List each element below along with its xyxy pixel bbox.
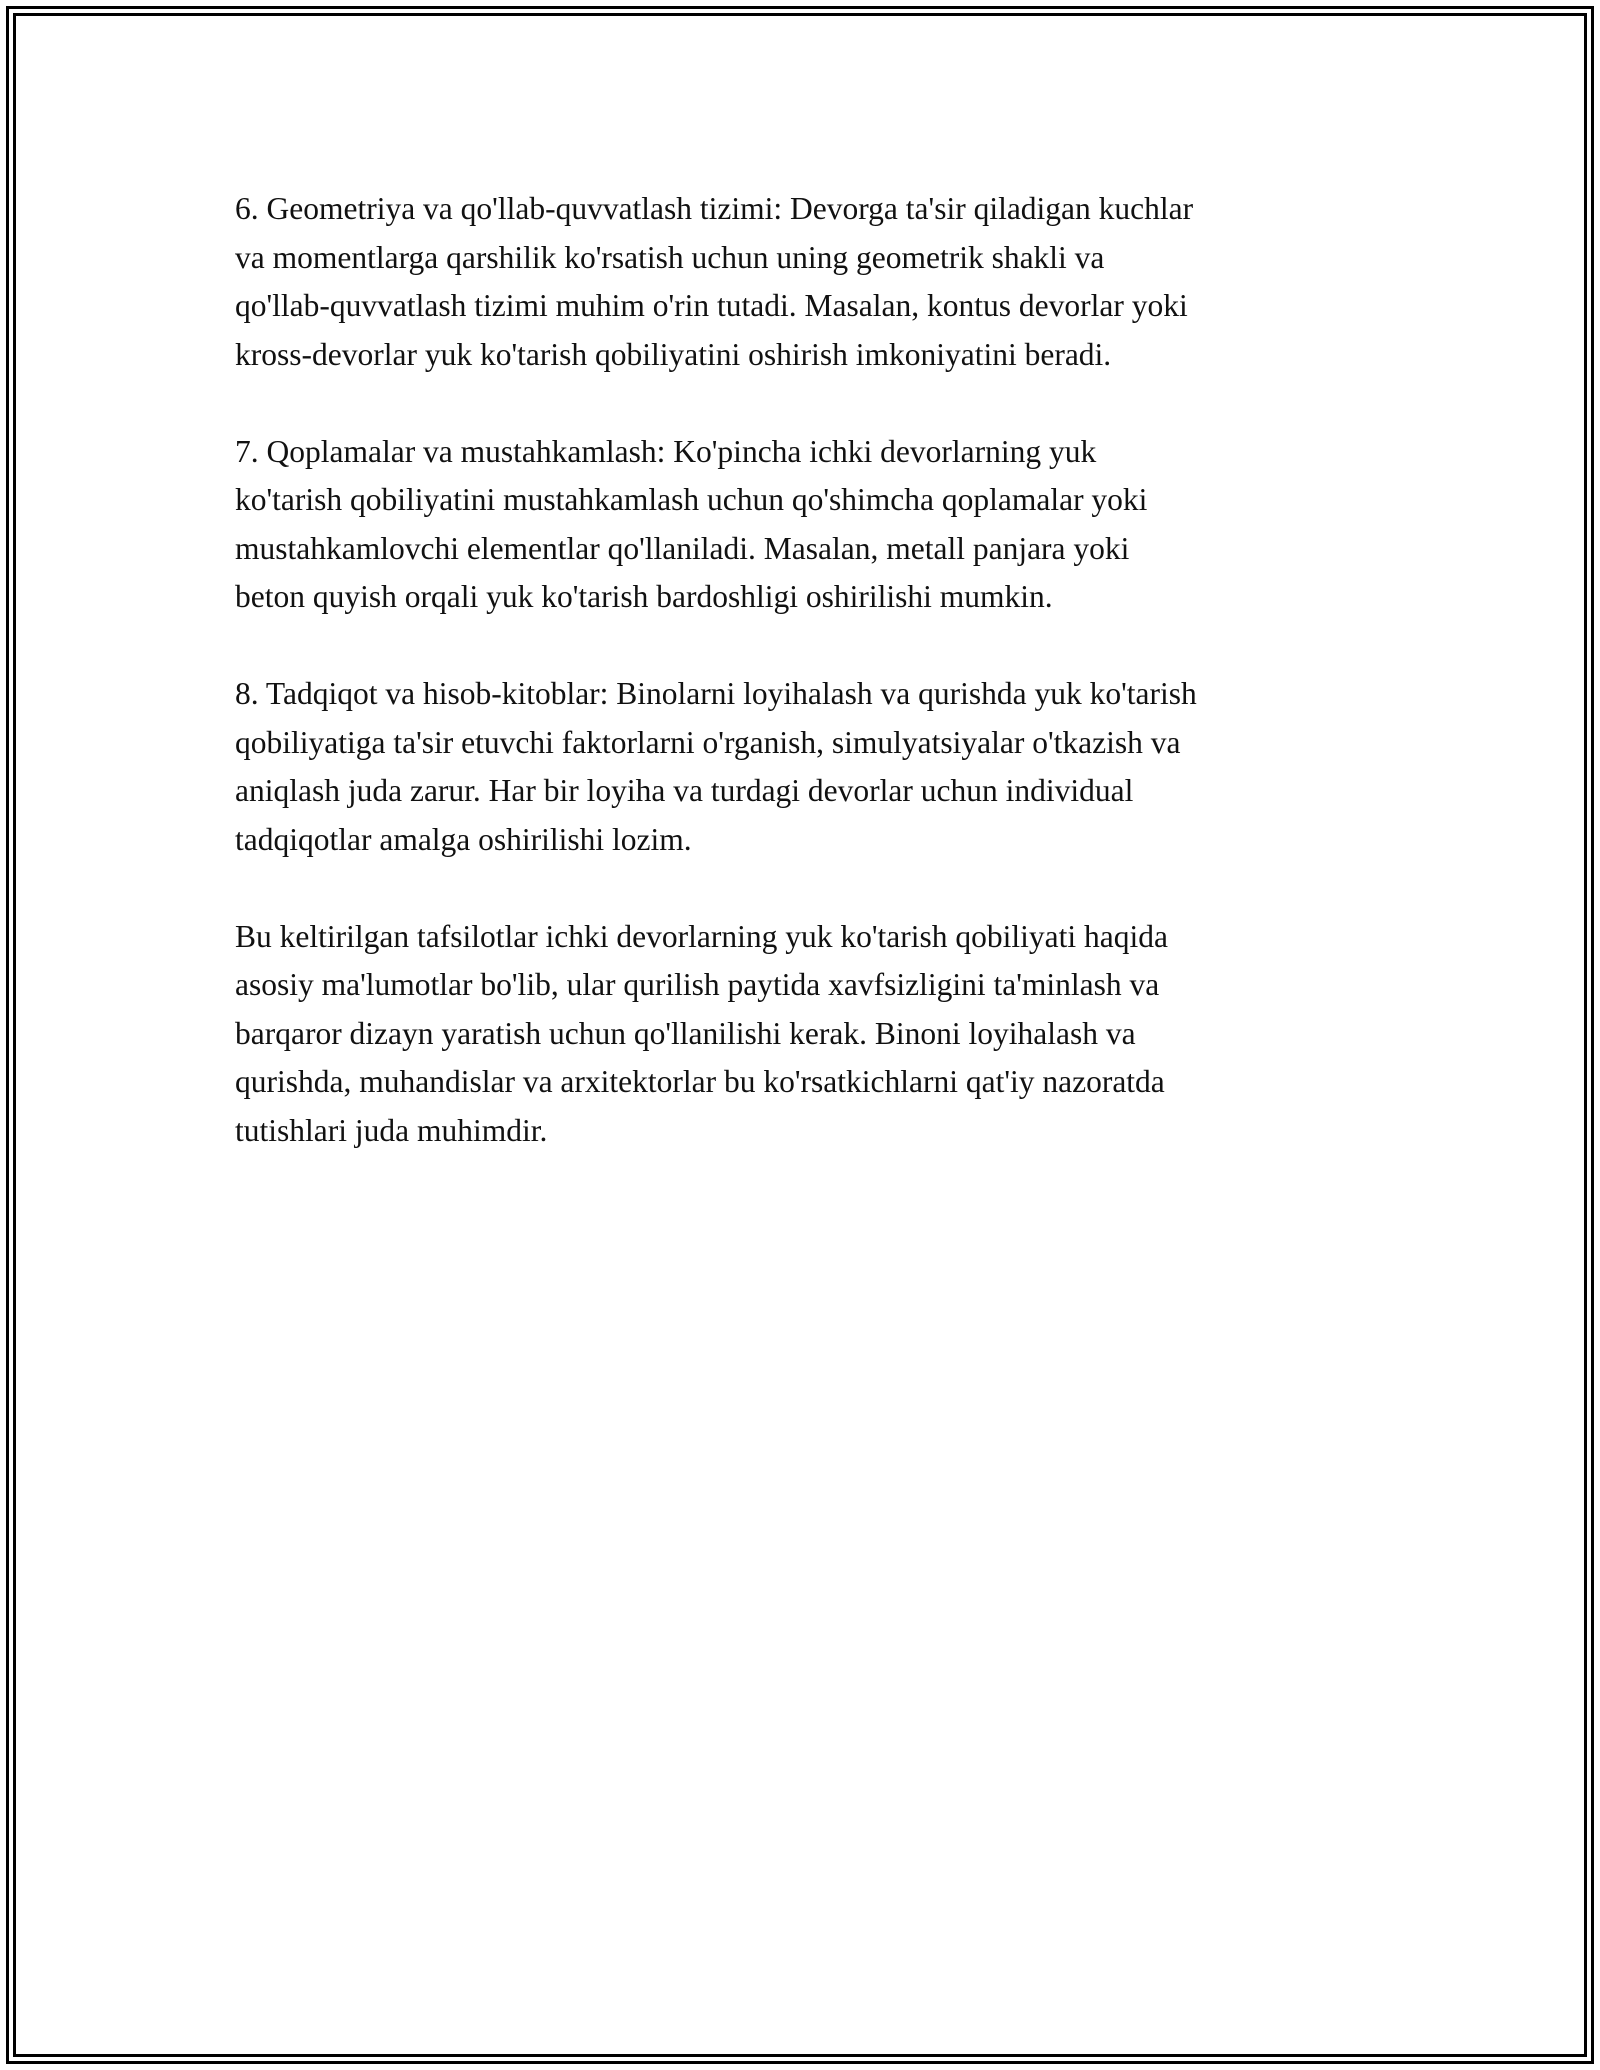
- paragraph-7-coatings: 7. Qoplamalar va mustahkamlash: Ko'pincha ichki devorlarning yuk ko'tarish qobiliyatini mustahkamlash uchun qo'shimcha qoplamalar yoki mustahkamlovchi elementlar qo'llaniladi. Masalan, metall panjara yoki beton quyish orqali yuk ko'tarish bardoshligi oshirilishi mumkin.: [235, 433, 1148, 614]
- document-body: [235, 185, 1385, 1204]
- paragraph-8-research: 8. Tadqiqot va hisob-kitoblar: Binolarni loyihalash va qurishda yuk ko'tarish qobiliyatiga ta'sir etuvchi faktorlarni o'rganish, simulyatsiyalar o'tkazish va aniqlash juda zarur. Har bir loyiha va turdagi devorlar uchun individual tadqiqotlar amalga oshirilishi lozim.: [235, 676, 1197, 857]
- paragraph-conclusion: Bu keltirilgan tafsilotlar ichki devorlarning yuk ko'tarish qobiliyati haqida asosiy ma'lumotlar bo'lib, ular qurilish paytida xavfsizligini ta'minlash va barqaror dizayn yaratish uchun qo'llanilishi kerak. Binoni loyihalash va qurishda, muhandislar va arxitektorlar bu ko'rsatkichlarni qat'iy nazoratda tutishlari juda muhimdir.: [235, 918, 1168, 1148]
- paragraph-6-geometry: 6. Geometriya va qo'llab-quvvatlash tizimi: Devorga ta'sir qiladigan kuchlar va momentlarga qarshilik ko'rsatish uchun uning geometrik shakli va qo'llab-quvvatlash tizimi muhim o'rin tutadi. Masalan, kontus devorlar yoki kross-devorlar yuk ko'tarish qobiliyatini oshirish imkoniyatini beradi.: [235, 191, 1194, 372]
